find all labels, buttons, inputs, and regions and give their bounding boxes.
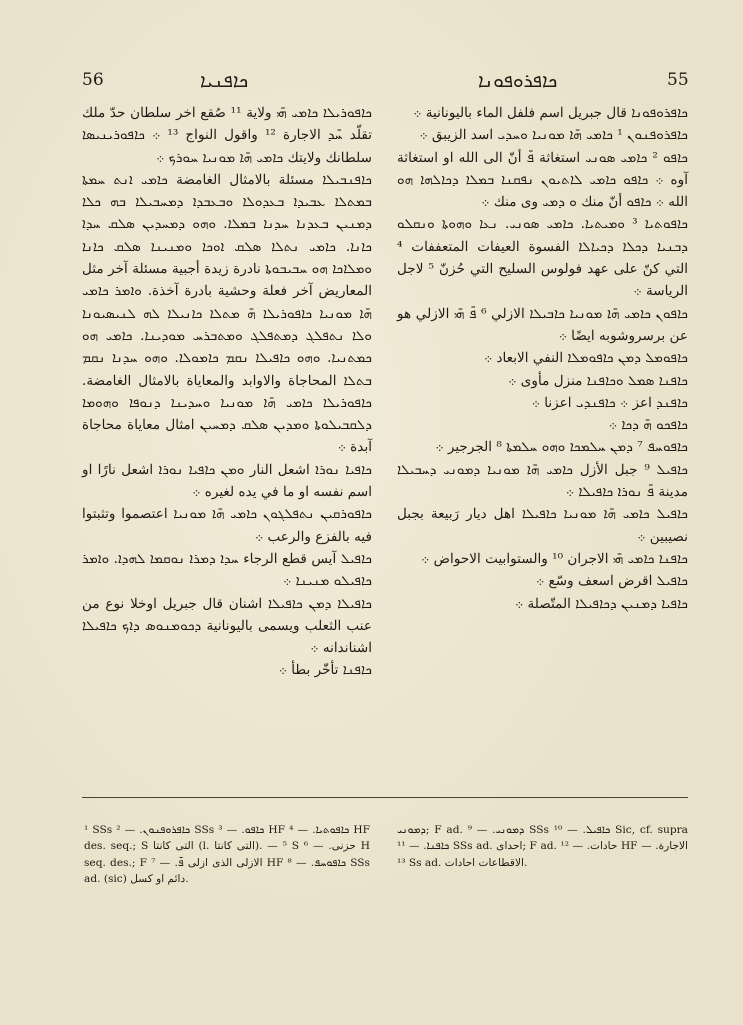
entry: ܟܐܦܝܠ ܟܐܡܝ ܗ̄ܐ ܡܘܢܝܐ ܟܐܦܝܠܐ اهل ديار رَبيعة بجبل نصيبين ܀ <box>397 506 688 545</box>
entry: ܟܐܦܘܢ ܟܐܡܝ ܗ̄ܐ ܡܘܢܝܐ ܟܐܒܝܠܐ الازلي ⁶ ܦ̄ ܗ̄ܝ الازلي هو عن برسروشوبه ايضًا ܀ <box>397 305 688 344</box>
footnote-divider <box>82 797 688 798</box>
page-number-left: 56 <box>82 70 104 90</box>
page-number-right: 55 <box>667 70 689 90</box>
entry: ܟܐܦܟܘ ܗ̄ ܕܟܐ ܀ <box>608 417 688 434</box>
entry: ܟܐܦܪܘܦܢܘܢ ¹ ܟܐܡܝ ܗ̄ܐ ܡܘܢܝܐ ܘܚܕܝ اسد الزيبق ܀ <box>419 127 688 144</box>
entry: ܟܐܦܘ ² ܟܐܡܝ ܣܘܢܝ استغاثة ܦ̄ أنّ الى الله او استغاثة آوه ܀ ܟܐܦܘ ܟܐܡܝ ܠܐܬܝܘܢ ܢܦܩܢܐ ܒܡܠܐ ܕܟܐܠܗܐ ܗܘ الله ܀ ܟܐܦܘ أنّ منك ܘ ܕܡܝ وى منك ܀ <box>397 149 688 211</box>
entry: ܟܐܦܪܘܦܘܢܐ قال جبريل اسم فلفل الماء باليونانية ܀ <box>413 105 688 121</box>
left-column <box>82 102 372 682</box>
entry: ܟܐܦܢܐ ܟܐܡܝ ܗ̄ܝ الاجران ¹⁰ والستوابيت الاحواض ܀ <box>421 550 688 567</box>
entry: ܟܐܦܘܬܝܐ ³ ܘܡܝܬܝܐ. ܟܐܡܝ ܣܘܢܝ. ܢܥܐ ܘܗܘܬܐ ܘܢܩܠܘ ܕܒܢܝܐ ܕܟܠܐ ܕܟܝܐܠܐ الفسوة العيفات المتعففات ⁴ التي كنّ على عهد فولوس السليح التي حُزنّ ⁵ لاجل الرياسة ܀ <box>397 216 688 300</box>
entry: ܟܐܦܘܚܦ ⁷ ܕܡܢ ܚܠܡܟܐ ܘܗܘ ܚܠܡܬܐ ⁸ الجرجير ܀ <box>435 439 688 456</box>
entry: ܟܐܦܝܠ ⁹ جبل الأزل ܟܐܡܝ ܗ̄ܐ ܡܘܢܝܐ ܕܡܘܢܝ ܕܚܒܝܠܐ مدينة ܦ̄ ܢܘܪܐ ܟܐܦܝܠܐ ܀ <box>397 461 688 501</box>
footnotes-right: ܕܡܘܢܝ; F ad. ܕܡܘܢܝ. — ⁹ SSs ܟܐܦܝܠ. — ¹⁰ Sic, cf. supra ܟܐܦܢܐ. — ¹¹ SSs ad. احداى; F ad. حادات. — ¹² HF الاجارة. — ¹³ Ss ad. الاقطاعات احادات. <box>397 824 689 869</box>
entry: ܟܐܦܘܡܠ ܕܡܢ ܟܐܦܘܡܠܐ النفي الابعاد ܀ <box>484 350 688 367</box>
right-column <box>397 102 688 615</box>
entry: ܟܐܦܢܐ تأخّر بطأ ܀ <box>278 662 372 679</box>
entry: ܟܐܦܝܐ ܢܘܪܐ اشعل النار ܘܡܢ ܟܐܦܝܐ ܢܘܪܐ اشعل نارًا او اسم نفسه او ما في يده لغيره ܀ <box>82 461 372 501</box>
entry: ܟܐܦܢܕ اعز ܀ ܟܐܦܢܕܝ اعزنا ܀ <box>531 394 688 411</box>
footnotes-left: ¹ SSs ܟܐܦܪܘܦܢܘܢ. — ² SSs ܟܐܦܘ. — ³ HF ܟܐܦܘܬܝܐ. — ⁴ HF des. seq.; S التى كانتا (l. التى كانتا). — ⁵ S حزنى. — ⁶ H seq. des.; F الازلى الذى ازلى ܦ̄. — ⁷ HF ܟܐܦܘܚܦ. — ⁸ SSs ad. (sic) دائم او كسل. <box>84 824 371 885</box>
entry: ܟܐܦܝܠ اقرض اسعف وسّع ܀ <box>536 573 688 590</box>
entry: ܟܐܦܘܪܝܠܐ ܟܐܡܝ ܗ̄ܝ ولاية ¹¹ صُقع اخر سلطان حدّ ملك تقلّد ܚ̄ܕ الاجارة ¹² واقول النواج ¹³ ܀ ܟܐܦܘܪܝܢܝܣܐ سلطانك ولايتك ܟܐܡܝ ܗ̄ܐ ܡܘܢܝܐ ܚܘܪܟ ܀ <box>82 105 373 166</box>
running-head-left: ܟܐܦܢܝܐ <box>200 70 249 92</box>
running-head-right: ܟܐܦܪܘܦܘܢܐ <box>478 70 558 92</box>
entry: ܟܐܦܝܐ ܕܡܢܝܢ ܕܟܐܦܝܠܐ المتّصلة ܀ <box>514 595 688 612</box>
entry: ܟܐܦܢܒܝܠܐ مسئلة بالامثال الغامضة ܟܐܡܝ ܐܢܬ ܚܡܬܐ ܒܡܬܠܐ ܥܒܝܕܐ ܒܥܕܘܠܐ ܘܒܥܒܕܐ ܕܡܚܒܝܠܐ ܒܗ ܟܠܐ ܕܡܢܝܢ ܒܥܕܢܐ ܚܕܢܐ ܒܡܠܐ. ܘܗܘ ܕܡܚܕܝܢ ܣܠܩ ܚܕܐ ܟܐܢܐ. ܟܐܡܝ ܢܬܠܐ ܣܠܩ ܐܘܟܐ ܘܡܢܝܢܐ ܣܠܩ ܟܐܢܐ ܘܡܠܐܟܐ ܗܘ ܚܒܝܒܘܬܐ نادرة زيدة أجبية مسئلة آخر مثل المعاريض آخر فعلة وحشية بادرة آخذة. ܘܐܡܪ ܟܐܡܝ ܗ̄ܐ ܡܘܢܝܐ ܟܐܦܘܪܝܠܐ ܗ̄ ܡܬܠܐ ܟܐܢܝܠܐ ܠܗ ܠܢܝܣܝܘܢܐ ܘܠܐ ܢܬܦܠܓ ܕܡܬܦܠܓ ܘܡܬܒܪܚ ܡܘܕܝܢܐ. ܟܐܡܝ ܗܘ ܟܡܬܢܝܐ. ܘܗܘ ܟܐܦܝܠܐ ܢܩܡ ܟܐܡܘܠܐ. ܘܗܘ ܚܕܢܐ ܢܩܡ ܒܬܠܐ المحاجاة والاوابد والمعاياة بالامثال الغامضة. ܟܐܦܘܪܝܠܐ ܟܐܡܝ ܗ̄ܐ ܡܘܢܝܐ ܘܚܕܝܢܐ ܕܢܘܦܐ ܘܗܘܡܐ ܕܠܩܒܝܠܘܬܐ ܘܡܕܝܢ ܣܠܩ ܕܡܚܝܢ امثال معاياة محاجاة آبدة ܀ <box>82 171 372 456</box>
entry: ܟܐܦܝܠܐ ܕܡܢ ܟܐܦܝܠܐ اشنان قال جبريل اوخلا نوع من عنب الثعلب ويسمى باليونانية ܕܟܘܡܢܘܣ ܕܐܟ ܟܐܦܝܠܐ اشناندانه ܀ <box>82 595 372 657</box>
entry: ܟܐܦܝܠ آيس قطع الرجاء ܚܕܐ ܕܡܪܐ ܢܘܩܡܐ ܠܗܕܐ. ܘܐܡܪ ܟܐܦܝܠܘ ܡܢܝܢܐ ܀ <box>82 550 372 590</box>
entry: ܟܐܦܢܐ ܣܡܠ ܘܟܐܦܢܐ منزل مأوى ܀ <box>508 372 688 389</box>
entry: ܟܐܦܘܪܩܝܢ ܢܬܦܠܓܘܢ ܟܐܡܝ ܗ̄ܐ ܡܘܢܝܐ اعتصموا وتثبتوا فيه بالفزع والرعب ܀ <box>82 506 372 545</box>
